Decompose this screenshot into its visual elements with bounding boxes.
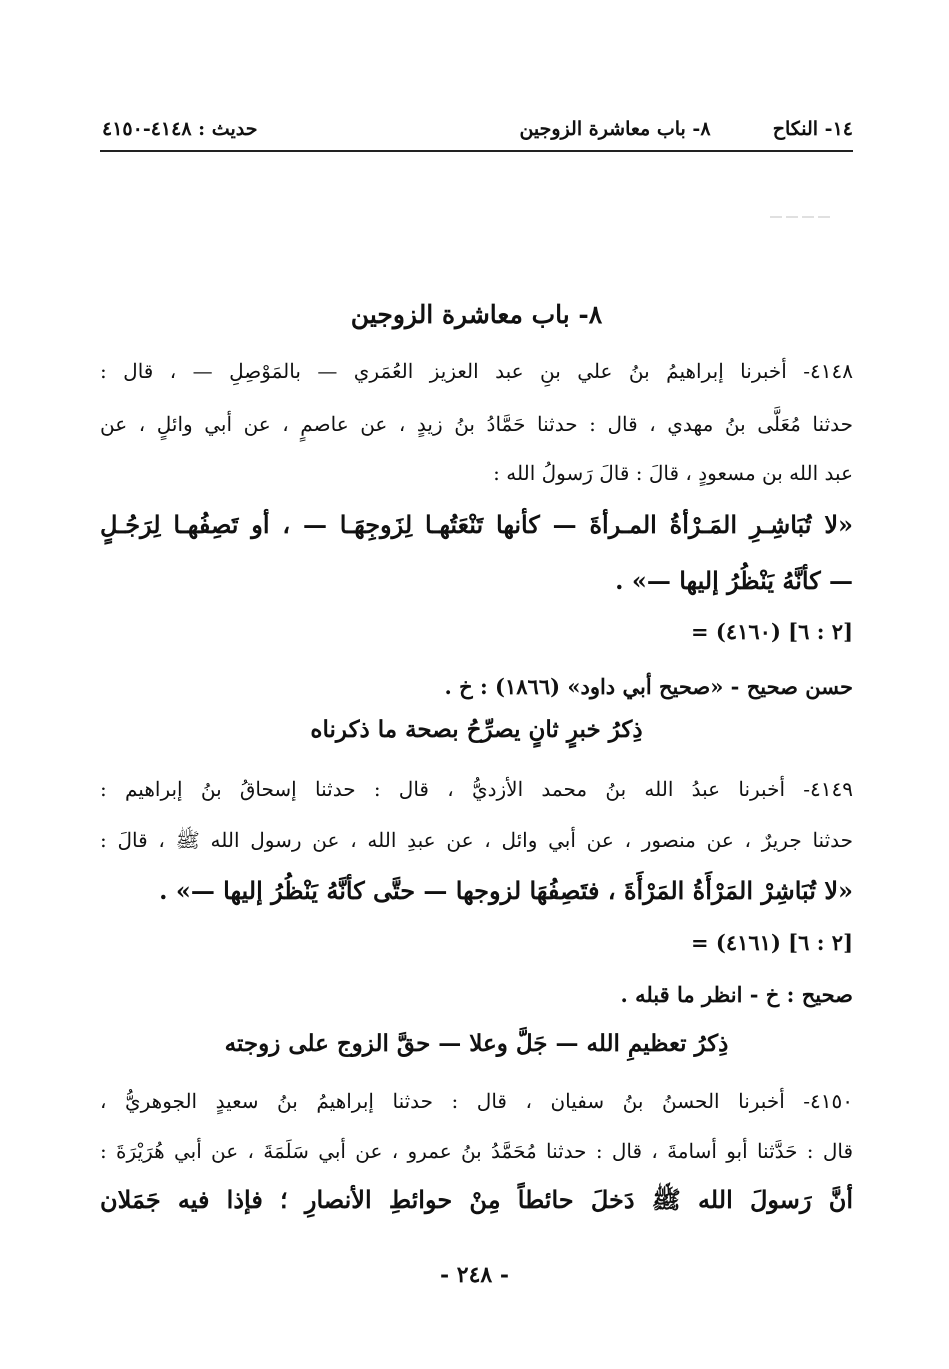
hadith-4149-grading: صحيح : خ - انظر ما قبله . [620, 982, 853, 1007]
hadith-4148-matn-line-1: «لا تُبَاشِـرِ المَـرْأةُ المـرأةَ — كأنها تَنْعَتُهـا لِزَوجِهَـا — ، أو تَصِفُهـا لِرَجُـلٍ [100, 510, 853, 539]
hadith-4149-isnad-line-2: حدثنا جريرٌ ، عن منصور ، عن أبي وائل ، عن عبدِ الله ، عن رسول الله ﷺ ، قالَ : [100, 828, 854, 852]
hadith-4148-isnad-line-3: عبد الله بن مسعودٍ ، قالَ : قالَ رَسولُ الله : [493, 461, 853, 485]
hadith-4148-grading: حسن صحيح - «صحيح أبي داود» (١٨٦٦) : خ . [444, 674, 853, 699]
faint-mark [770, 206, 840, 214]
chapter-title: ٨- باب معاشرة الزوجين [350, 300, 603, 329]
header-hadith-range: حديث : ٤١٤٨-٤١٥٠ [102, 118, 258, 140]
hadith-4148-cross-reference: = (٤١٦٠) [٢ : ٦] [690, 619, 853, 644]
hadith-4148-isnad-line-2: حدثنا مُعَلَّى بنُ مهدي ، قال : حدثنا حَمَّادُ بنُ زيدٍ ، عن عاصمٍ ، عن أبي وائلٍ ، عن [100, 412, 853, 436]
hadith-4149-isnad-line-1: ٤١٤٩- أخبرنا عبدُ الله بنُ محمد الأزديُّ ، قال : حدثنا إسحاقُ بنُ إبراهيم : [100, 777, 853, 801]
section-heading-1: ذِكرُ خبرٍ ثانٍ يصرِّحُ بصحة ما ذكرناه [310, 716, 643, 743]
section-heading-2: ذِكرُ تعظيمِ الله — جَلَّ وعلا — حقَّ الزوج على زوجته [224, 1030, 729, 1057]
hadith-4148-matn-line-2: — كأنَّهُ يَنْظُرُ إليها —» . [615, 566, 853, 595]
hadith-4148-isnad-line-1: ٤١٤٨- أخبرنا إبراهيمُ بنُ علي بنِ عبد العزيز العُمَري — بالمَوْصِلِ — ، قال : [100, 359, 853, 383]
hadith-4149-matn: «لا تُبَاشِرْ المَرْأَةُ المَرْأَةَ ، فتَصِفُهَا لزوجها — حتَّى كأنَّهُ يَنْظُرُ إليها —» . [159, 876, 853, 905]
hadith-4150-isnad-line-1: ٤١٥٠- أخبرنا الحسنُ بنُ سفيان ، قال : حدثنا إبراهيمُ بنُ سعيدٍ الجوهريُّ ، [100, 1089, 853, 1113]
hadith-4150-isnad-line-2: قال : حَدَّثنا أبو أسامةَ ، قال : حدثنا مُحَمَّدُ بنُ عمرو ، عن أبي سَلَمَةَ ، عن أبي هُرَيْرَةَ : [100, 1139, 853, 1163]
header-chapter-title: ٨- باب معاشرة الزوجين [519, 118, 711, 140]
header-divider [100, 150, 853, 152]
header-book-title: ١٤- النكاح [772, 118, 853, 140]
page-number: - ٢٤٨ - [439, 1262, 510, 1288]
hadith-4150-matn-line-1: أنَّ رَسولَ الله ﷺ دَخلَ حائطاً مِنْ حوائطِ الأنصارِ ؛ فإذا فيه جَمَلان [100, 1185, 853, 1214]
hadith-4149-cross-reference: = (٤١٦١) [٢ : ٦] [690, 930, 853, 955]
